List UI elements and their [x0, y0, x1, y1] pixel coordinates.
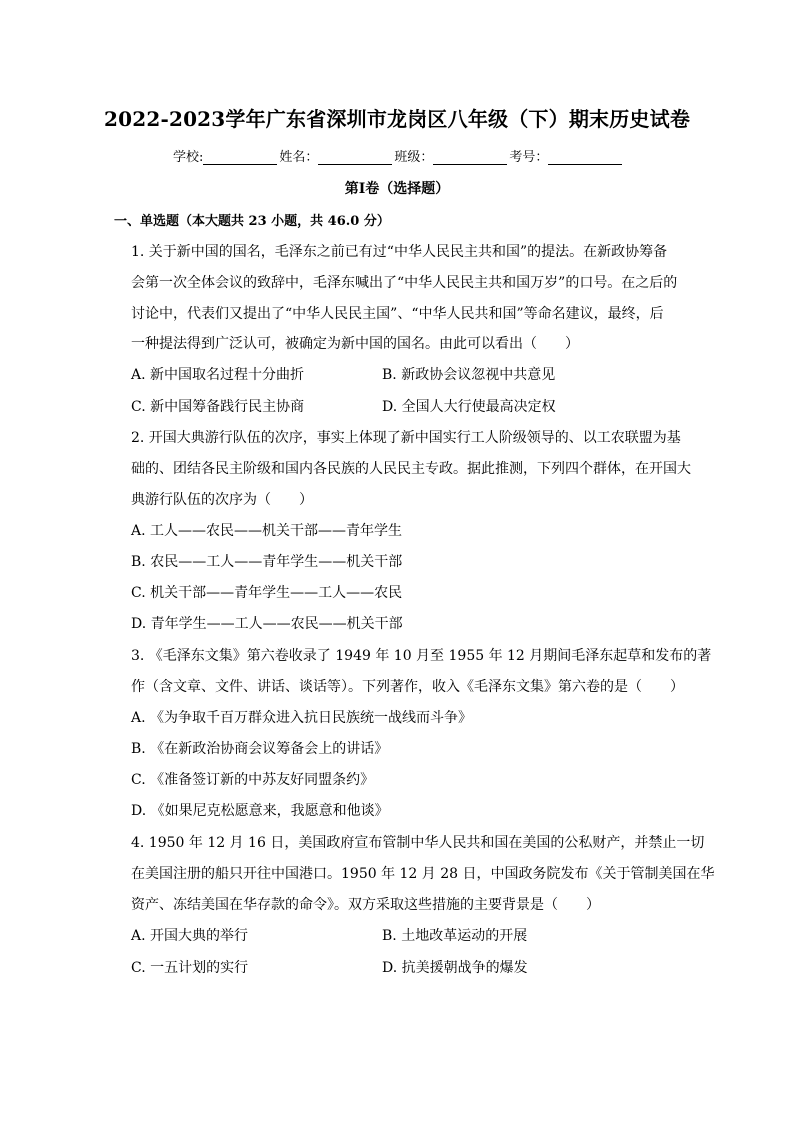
school-blank [203, 150, 277, 165]
class-field [394, 146, 509, 165]
option-c: C. 《准备签订新的中苏友好同盟条约》 [131, 772, 375, 788]
option-b: B. 《在新政治协商会议筹备会上的讲话》 [131, 741, 389, 757]
class-blank [433, 150, 507, 165]
option-a: A. 开国大典的举行 [131, 928, 249, 944]
question-line: 础的、团结各民主阶级和国内各民族的人民民主专政。据此推测，下列四个群体，在开国大 [131, 461, 691, 477]
question-line: 会第一次全体会议的致辞中，毛泽东喊出了“中华人民民主共和国万岁”的口号。在之后的 [131, 275, 678, 291]
question-line: 2. 开国大典游行队伍的次序，事实上体现了新中国实行工人阶级领导的、以工农联盟为基 [131, 430, 681, 446]
exam-number-label: 考号： [509, 150, 549, 165]
option-b: B. 新政协会议忽视中共意见 [382, 367, 556, 383]
school-field [173, 146, 279, 165]
option-a: A. 新中国取名过程十分曲折 [131, 367, 305, 383]
name-field [279, 146, 394, 165]
name-blank [318, 150, 392, 165]
school-label: 学校: [173, 150, 204, 165]
question-line: 讨论中，代表们又提出了“中华人民民主国”、“中华人民共和国”等命名建议，最终，后 [131, 306, 664, 322]
option-c: C. 机关干部——青年学生——工人——农民 [131, 585, 403, 601]
exam-number-blank [548, 150, 622, 165]
question-line: 3. 《毛泽东文集》第六卷收录了 1949 年 10 月至 1955 年 12 月期间毛泽东起草和发布的著 [131, 648, 712, 664]
section-heading: 一、单选题（本大题共 23 小题，共 46.0 分） [114, 214, 390, 229]
exam-number-field [509, 146, 624, 165]
student-info-row [173, 146, 624, 165]
option-d: D. 全国人大行使最高决定权 [382, 399, 556, 415]
question-line: 1. 关于新中国的国名，毛泽东之前已有过“中华人民民主共和国”的提法。在新政协筹备 [131, 244, 668, 260]
exam-title: 2022-2023学年广东省深圳市龙岗区八年级（下）期末历史试卷 [103, 107, 691, 131]
option-c: C. 新中国筹备践行民主协商 [131, 399, 305, 415]
option-d: D. 青年学生——工人——农民——机关干部 [131, 616, 403, 632]
option-b: B. 土地改革运动的开展 [382, 928, 528, 944]
volume-heading: 第Ⅰ卷（选择题） [344, 181, 450, 197]
question-line: 资产、冻结美国在华存款的命令》。双方采取这些措施的主要背景是（ ） [131, 897, 600, 913]
question-line: 一种提法得到广泛认可，被确定为新中国的国名。由此可以看出（ ） [131, 336, 579, 352]
option-d: D. 《如果尼克松愿意来，我愿意和他谈》 [131, 803, 389, 819]
question-line: 作（含文章、文件、讲话、谈话等）。下列著作，收入《毛泽东文集》第六卷的是（ ） [131, 679, 684, 695]
option-a: A. 《为争取千百万群众进入抗日民族统一战线而斗争》 [131, 710, 473, 726]
option-d: D. 抗美援朝战争的爆发 [382, 960, 528, 976]
option-b: B. 农民——工人——青年学生——机关干部 [131, 554, 403, 570]
class-label: 班级： [394, 150, 434, 165]
question-line: 在美国注册的船只开往中国港口。1950 年 12 月 28 日，中国政务院发布《关于管制美国在华 [131, 866, 715, 882]
option-c: C. 一五计划的实行 [131, 960, 249, 976]
option-a: A. 工人——农民——机关干部——青年学生 [131, 523, 403, 539]
name-label: 姓名： [279, 150, 319, 165]
question-line: 典游行队伍的次序为（ ） [131, 492, 313, 508]
question-line: 4. 1950 年 12 月 16 日，美国政府宣布管制中华人民共和国在美国的公私财产，并禁止一切 [131, 835, 705, 851]
